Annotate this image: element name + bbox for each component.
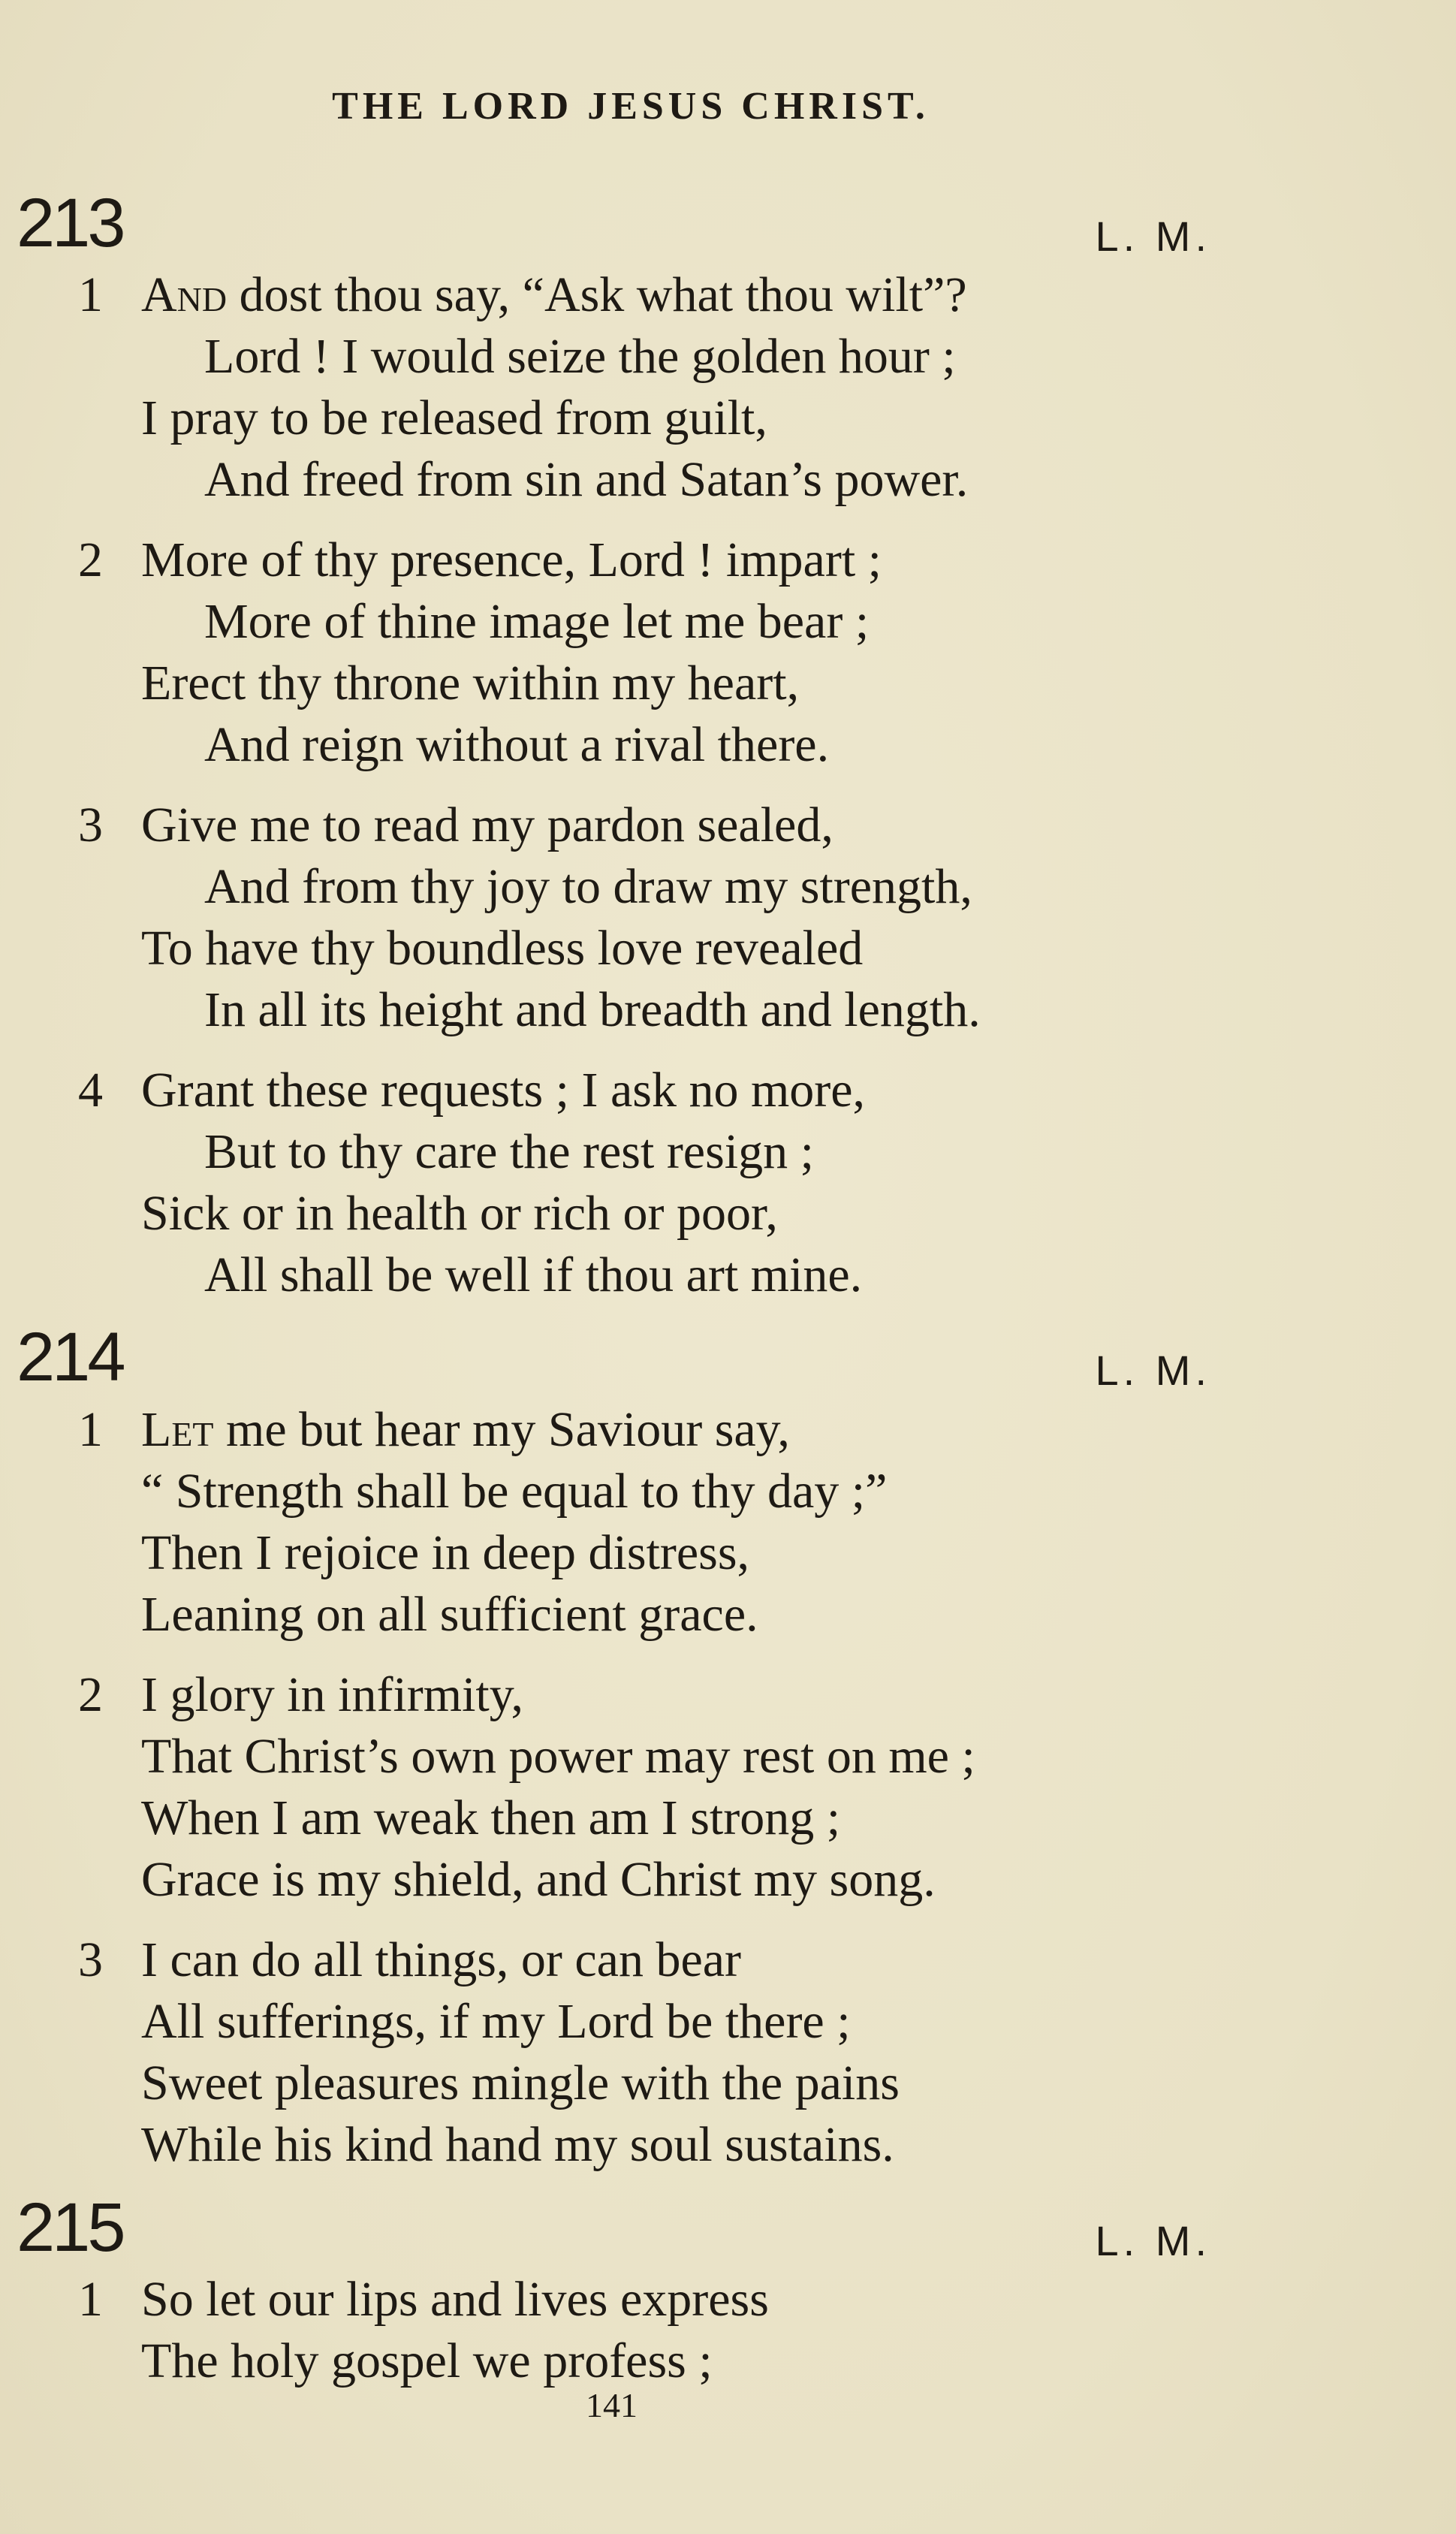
verse-line: That Christ’s own power may rest on me ;	[141, 1729, 975, 1784]
verse-line: So let our lips and lives express	[141, 2272, 769, 2327]
verse-line: But to thy care the rest resign ;	[204, 1124, 814, 1179]
verse-line: I glory in infirmity,	[141, 1667, 523, 1722]
verse-line: While his kind hand my soul sustains.	[141, 2117, 894, 2172]
verse-line: More of thy presence, Lord ! impart ;	[141, 532, 882, 587]
page-number: 141	[586, 2386, 638, 2424]
verse-line: Grace is my shield, and Christ my song.	[141, 1852, 936, 1907]
verse-line	[141, 267, 967, 324]
verse-line: Lord ! I would seize the golden hour ;	[204, 329, 956, 384]
stanza-number: 1	[78, 267, 103, 322]
first-line-rest: me but hear my Saviour say,	[213, 1402, 790, 1457]
verse-line: When I am weak then am I strong ;	[141, 1790, 841, 1845]
verse-line: To have thy boundless love revealed	[141, 921, 864, 976]
verse-line: And from thy joy to draw my strength,	[204, 859, 972, 914]
hymn-meter: L. M.	[1095, 1347, 1211, 1394]
verse-line: Erect thy throne within my heart,	[141, 656, 800, 710]
hymn-meter: L. M.	[1095, 213, 1211, 260]
stanza-number: 1	[78, 1402, 103, 1457]
stanza-number: 2	[78, 1667, 103, 1722]
stanza-number: 4	[78, 1063, 103, 1118]
verse-line: All sufferings, if my Lord be there ;	[141, 1994, 851, 2049]
verse-line: All shall be well if thou art mine.	[204, 1247, 863, 1302]
verse-line: “ Strength shall be equal to thy day ;”	[141, 1464, 888, 1519]
verse-line: In all its height and breadth and length.	[204, 982, 981, 1037]
stanza-number: 2	[78, 532, 103, 587]
verse-line: Leaning on all sufficient grace.	[141, 1587, 758, 1642]
verse-line: I can do all things, or can bear	[141, 1932, 742, 1987]
verse-line: Give me to read my pardon sealed,	[141, 798, 834, 852]
verse-line: And freed from sin and Satan’s power.	[204, 452, 969, 507]
hymn-number: 215	[17, 2189, 123, 2266]
verse-line: The holy gospel we profess ;	[141, 2333, 713, 2388]
verse-line: I pray to be released from guilt,	[141, 391, 767, 445]
verse-line: Then I rejoice in deep distress,	[141, 1525, 750, 1580]
verse-line: Grant these requests ; I ask no more,	[141, 1063, 866, 1118]
running-head: THE LORD JESUS CHRIST.	[332, 85, 930, 128]
verse-line: Sweet pleasures mingle with the pains	[141, 2056, 900, 2110]
verse-line	[141, 1401, 790, 1459]
verse-line: And reign without a rival there.	[204, 717, 830, 772]
verse-line: Sick or in health or rich or poor,	[141, 1186, 778, 1241]
stanza-number: 3	[78, 1932, 103, 1987]
hymn-meter: L. M.	[1095, 2217, 1211, 2264]
first-word: Let	[141, 1402, 214, 1457]
hymn-number: 214	[17, 1319, 123, 1395]
stanza-number: 3	[78, 798, 103, 852]
first-line-rest: dost thou say, “Ask what thou wilt”?	[227, 267, 967, 322]
stanza-number: 1	[78, 2272, 103, 2327]
first-word: And	[141, 267, 228, 322]
verse-line: More of thine image let me bear ;	[204, 594, 870, 649]
hymn-number: 213	[17, 185, 123, 261]
